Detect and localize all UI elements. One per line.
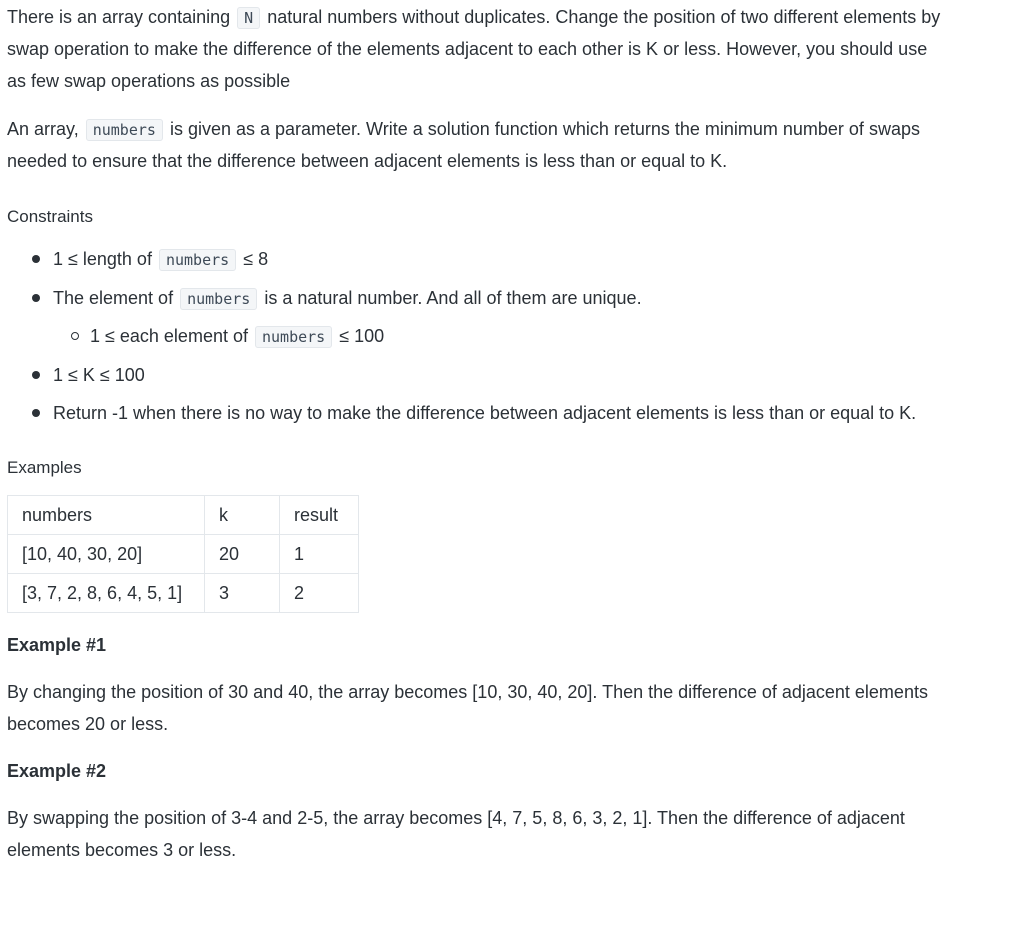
examples-heading: Examples: [7, 458, 82, 477]
inline-code: numbers: [86, 119, 163, 141]
intro-paragraph: [7, 1, 940, 97]
table-header-row: [8, 496, 359, 535]
table-cell: 20: [205, 535, 280, 574]
example1-title: Example #1: [7, 635, 107, 655]
list-item: 1 ≤ K ≤ 100: [0, 356, 916, 395]
bullet-icon: [32, 409, 40, 417]
list-item: The element of numbers is a natural number. And all of them are unique.: [0, 279, 916, 318]
sub-list-item: 1 ≤ each element of numbers ≤ 100: [0, 317, 916, 356]
intro-text: natural numbers without duplicates. Change the position of two different elements by: [267, 7, 941, 27]
list-item: 1 ≤ length of numbers ≤ 8: [0, 240, 916, 279]
example2-paragraph: By swapping the position of 3-4 and 2-5, the array becomes [4, 7, 5, 8, 6, 3, 2, 1]. Then the difference of adjacent elements becomes 3 or less.: [7, 808, 905, 860]
table-row: [8, 535, 359, 574]
inline-code: N: [237, 7, 260, 29]
constraints-heading: Constraints: [7, 207, 93, 226]
parameter-paragraph: [7, 113, 920, 177]
inline-code: numbers: [255, 326, 332, 348]
column-header: result: [280, 496, 359, 535]
bullet-icon: [32, 371, 40, 379]
bullet-icon: [32, 255, 40, 263]
table-row: [8, 574, 359, 613]
table-cell: 1: [280, 535, 359, 574]
inline-code: numbers: [159, 249, 236, 271]
list-item: Return -1 when there is no way to make the difference between adjacent elements is less than or equal to K.: [0, 394, 916, 433]
table-cell: 2: [280, 574, 359, 613]
parameter-text: is given as a parameter. Write a solution function which returns the minimum number of swaps: [169, 119, 920, 139]
examples-table: [7, 495, 359, 613]
hollow-bullet-icon: [71, 332, 79, 340]
column-header: numbers: [8, 496, 205, 535]
intro-text: swap operation to make the difference of the elements adjacent to each other is K or less. However, you should use: [7, 39, 928, 59]
intro-text: There is an array containing: [7, 7, 231, 27]
table-cell: 3: [205, 574, 280, 613]
example1-paragraph: By changing the position of 30 and 40, the array becomes [10, 30, 40, 20]. Then the difference of adjacent elements becomes 20 or less.: [7, 682, 928, 734]
bullet-icon: [32, 294, 40, 302]
constraints-list: [0, 240, 916, 433]
table-cell: [10, 40, 30, 20]: [8, 535, 205, 574]
example2-title: Example #2: [7, 761, 107, 781]
parameter-text: needed to ensure that the difference between adjacent elements is less than or equal to K.: [7, 151, 728, 171]
inline-code: numbers: [180, 288, 257, 310]
intro-text: as few swap operations as possible: [7, 71, 291, 91]
column-header: k: [205, 496, 280, 535]
table-cell: [3, 7, 2, 8, 6, 4, 5, 1]: [8, 574, 205, 613]
parameter-text: An array,: [7, 119, 79, 139]
